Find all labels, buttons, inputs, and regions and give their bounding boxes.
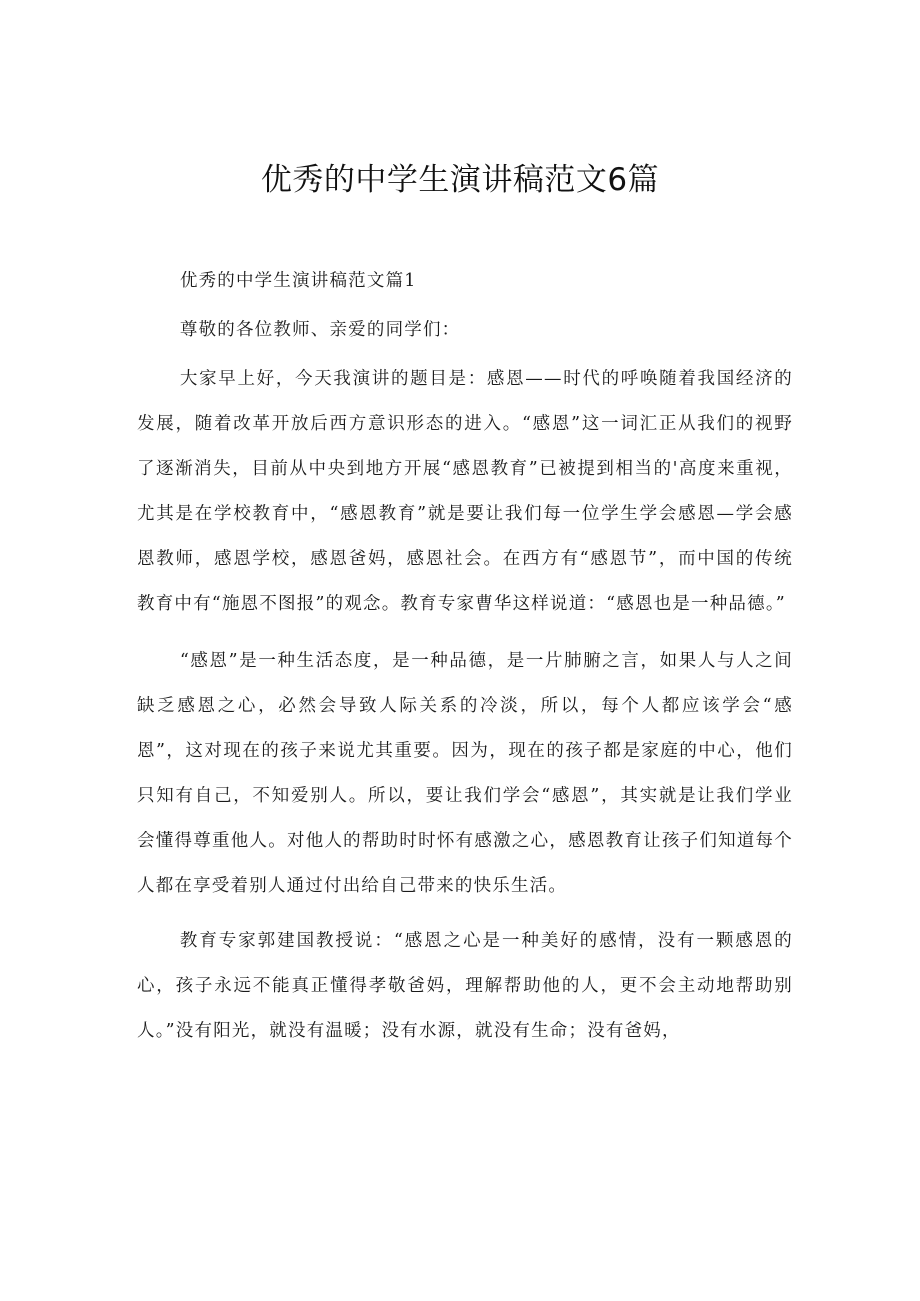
document-title: 优秀的中学生演讲稿范文6篇 xyxy=(260,162,660,198)
section-heading: 优秀的中学生演讲稿范文篇1 xyxy=(179,271,417,291)
paragraph-2: “感恩”是一种生活态度，是一种品德，是一片肺腑之言，如果人与人之间缺乏感恩之心，必然会导致人际关系的冷淡，所以，每个人都应该学会“感恩”，这对现在的孩子来说尤其重要。因为，现在的孩子都是家庭的中心，他们只知有自己，不知爱别人。所以，要让我们学会“感恩”，其实就是让我们学业会懂得尊重他人。对他人的帮助时时怀有感激之心，感恩教育让孩子们知道每个人都在享受着别人通过付出给自己带来的快乐生活。 xyxy=(137,651,793,896)
document-body xyxy=(137,259,793,1054)
salutation: 尊敬的各位教师、亲爱的同学们： xyxy=(179,320,461,340)
paragraph-1: 大家早上好，今天我演讲的题目是：感恩——时代的呼唤随着我国经济的发展，随着改革开放后西方意识形态的进入。“感恩”这一词汇正从我们的视野了逐渐消失，目前从中央到地方开展“感恩教育”已被提到相当的'高度来重视，尤其是在学校教育中，“感恩教育”就是要让我们每一位学生学会感恩—学会感恩教师，感恩学校，感恩爸妈，感恩社会。在西方有“感恩节”，而中国的传统教育中有“施恩不图报”的观念。教育专家曹华这样说道：“感恩也是一种品德。” xyxy=(137,369,793,614)
paragraph-3: 教育专家郭建国教授说：“感恩之心是一种美好的感情，没有一颗感恩的心，孩子永远不能真正懂得孝敬爸妈，理解帮助他的人，更不会主动地帮助别人。”没有阳光，就没有温暖；没有水源，就没有生命；没有爸妈， xyxy=(137,931,793,1041)
